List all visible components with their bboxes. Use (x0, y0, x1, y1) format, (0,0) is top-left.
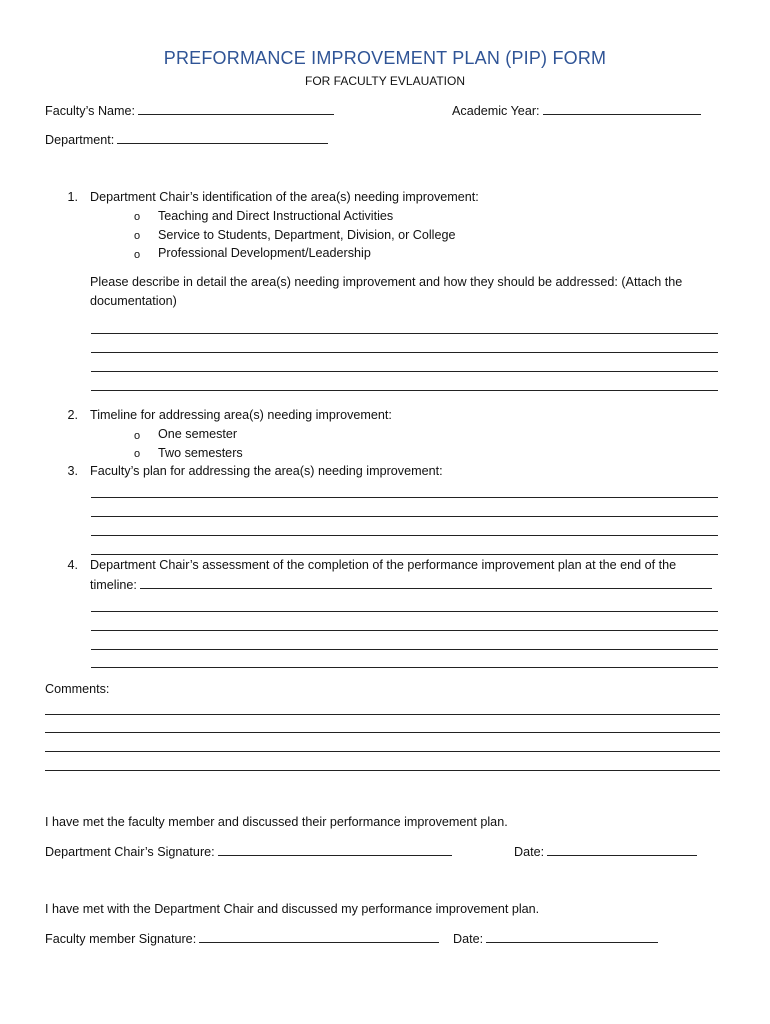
academic-year-label: Academic Year: (452, 104, 540, 118)
answer-line[interactable] (91, 516, 718, 517)
answer-line[interactable] (91, 390, 718, 391)
answer-line[interactable] (91, 371, 718, 372)
timeline-line[interactable] (140, 577, 712, 589)
faculty-statement: I have met with the Department Chair and discussed my performance improvement plan. (45, 902, 540, 916)
form-subtitle: FOR FACULTY EVLAUATION (304, 74, 466, 88)
faculty-signature-label: Faculty member Signature: (45, 932, 197, 946)
section-1-number: 1. (67, 190, 78, 204)
faculty-name-line[interactable] (138, 103, 334, 115)
comment-line[interactable] (45, 770, 720, 771)
answer-line[interactable] (91, 554, 718, 555)
comment-line[interactable] (45, 714, 720, 715)
describe-instruction-1: Please describe in detail the area(s) needing improvement and how they should be addressed: (Attach the (90, 275, 683, 289)
chair-signature-label: Department Chair’s Signature: (45, 845, 215, 859)
section-3-text: Faculty’s plan for addressing the area(s) needing improvement: (90, 464, 443, 478)
faculty-date-field (453, 931, 658, 946)
section-3-number: 3. (67, 464, 78, 478)
chair-date-label: Date: (514, 845, 545, 859)
faculty-date-line[interactable] (486, 931, 658, 943)
section-4-number: 4. (67, 558, 78, 572)
section-4-timeline (90, 577, 712, 592)
chair-date-line[interactable] (547, 844, 697, 856)
option-service: Service to Students, Department, Division, or College (158, 228, 456, 242)
faculty-date-label: Date: (453, 932, 484, 946)
chair-signature-field (45, 844, 452, 859)
answer-line[interactable] (91, 667, 718, 668)
form-title: PREFORMANCE IMPROVEMENT PLAN (PIP) FORM (163, 48, 607, 68)
faculty-signature-field (45, 931, 439, 946)
option-teaching: Teaching and Direct Instructional Activities (158, 209, 394, 223)
answer-line[interactable] (91, 352, 718, 353)
bullet-icon: o (134, 211, 141, 223)
comments-label: Comments: (45, 682, 110, 696)
comment-line[interactable] (45, 732, 720, 733)
timeline-label: timeline: (90, 578, 137, 592)
section-4-text: Department Chair’s assessment of the completion of the performance improvement plan at the end of the (90, 558, 677, 572)
faculty-signature-line[interactable] (199, 931, 439, 943)
chair-date-field (514, 844, 697, 859)
option-professional-development: Professional Development/Leadership (158, 246, 371, 260)
faculty-name-field (45, 103, 334, 118)
chair-statement: I have met the faculty member and discussed their performance improvement plan. (45, 815, 508, 829)
answer-line[interactable] (91, 535, 718, 536)
answer-line[interactable] (91, 611, 718, 612)
section-2-number: 2. (67, 408, 78, 422)
department-label: Department: (45, 133, 115, 147)
answer-line[interactable] (91, 630, 718, 631)
section-1-text: Department Chair’s identification of the area(s) needing improvement: (90, 190, 479, 204)
department-field (45, 132, 328, 147)
bullet-icon: o (134, 249, 141, 261)
bullet-icon: o (134, 448, 141, 460)
section-2-text: Timeline for addressing area(s) needing improvement: (90, 408, 392, 422)
describe-instruction-2: documentation) (90, 294, 177, 308)
faculty-name-label: Faculty’s Name: (45, 104, 136, 118)
academic-year-line[interactable] (543, 103, 701, 115)
comment-line[interactable] (45, 751, 720, 752)
answer-line[interactable] (91, 497, 718, 498)
bullet-icon: o (134, 430, 141, 442)
bullet-icon: o (134, 230, 141, 242)
department-line[interactable] (117, 132, 328, 144)
answer-line[interactable] (91, 333, 718, 334)
option-one-semester: One semester (158, 427, 238, 441)
option-two-semesters: Two semesters (158, 446, 243, 460)
answer-line[interactable] (91, 649, 718, 650)
academic-year-field (452, 103, 701, 118)
chair-signature-line[interactable] (218, 844, 452, 856)
